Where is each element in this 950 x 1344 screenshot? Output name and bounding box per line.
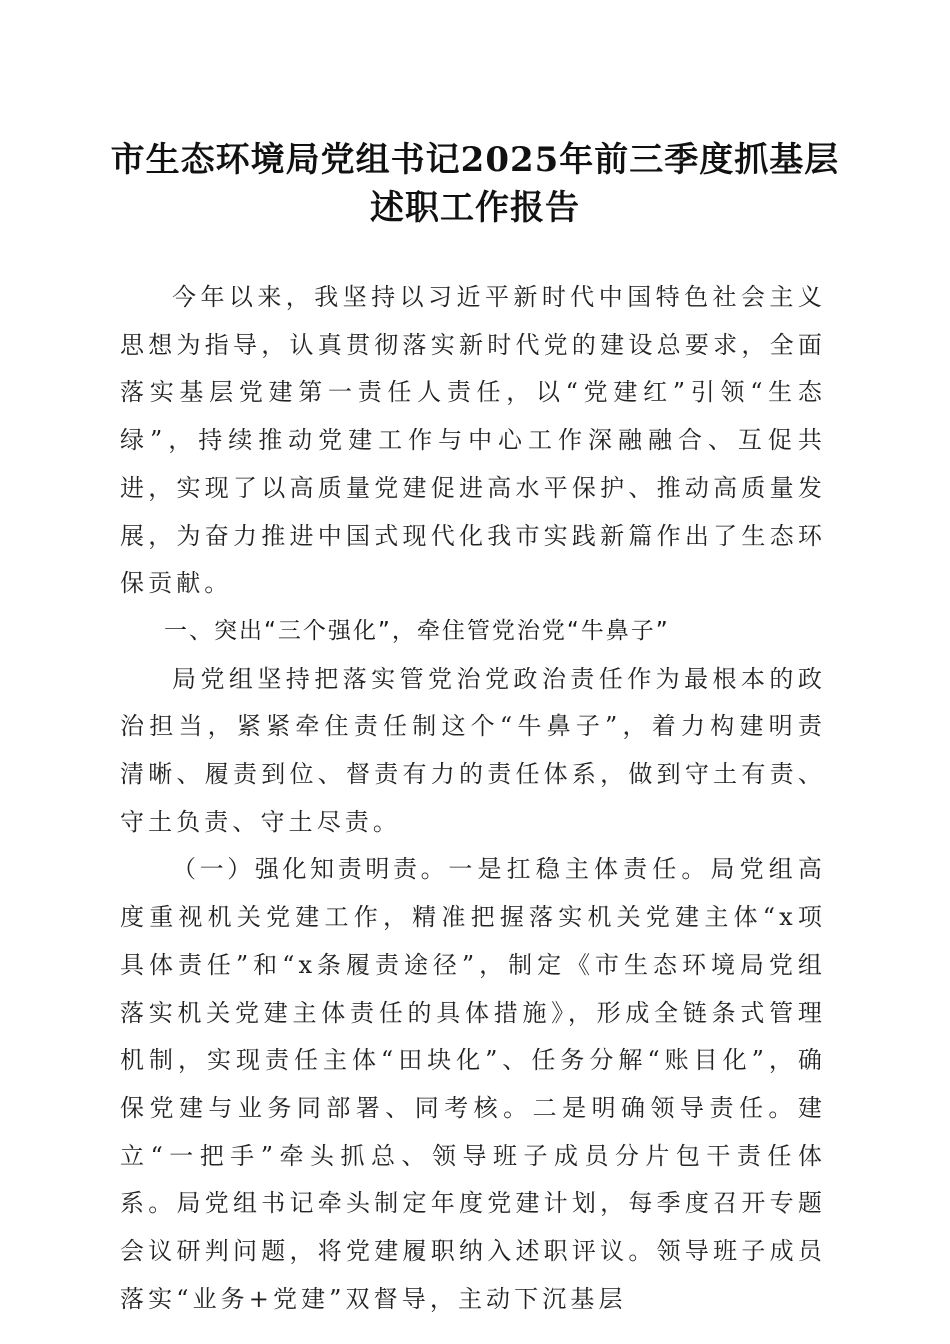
subsection-paragraph (120, 846, 826, 1323)
section-heading: 一、突出“三个强化”，牵住管党治党“牛鼻子” (164, 617, 670, 644)
subsection-text: 一是扛稳主体责任。局党组高度重视机关党建工作，精准把握落实机关党建主体“x项具体责任”和“x条履责途径”，制定《市生态环境局党组落实机关党建主体责任的具体措施》，形成全链条式管理机制，实现责任主体“田块化”、任务分解“账目化”，确保党建与业务同部署、同考核。二是明确领导责任。建立“一把手”牵头抓总、领导班子成员分片包干责任体系。局党组书记牵头制定年度党建计划，每季度召开专题会议研判问题，将党建履职纳入述职评议。领导班子成员落实“业务+党建”双督导，主动下沉基层 (120, 855, 826, 1313)
document-body (120, 274, 826, 1323)
document-title: 市生态环境局党组书记2025年前三季度抓基层述职工作报告 (110, 140, 840, 228)
section-paragraph: 局党组坚持把落实管党治党政治责任作为最根本的政治担当，紧紧牵住责任制这个“牛鼻子”，着力构建明责清晰、履责到位、督责有力的责任体系，做到守土有责、守土负责、守土尽责。 (120, 664, 826, 836)
subsection-lead: （一）强化知责明责。 (172, 855, 449, 884)
intro-paragraph: 今年以来，我坚持以习近平新时代中国特色社会主义思想为指导，认真贯彻落实新时代党的建设总要求，全面落实基层党建第一责任人责任，以“党建红”引领“生态绿”，持续推动党建工作与中心工作深融融合、互促共进，实现了以高质量党建促进高水平保护、推动高质量发展，为奋力推进中国式现代化我市实践新篇作出了生态环保贡献。 (120, 283, 826, 598)
